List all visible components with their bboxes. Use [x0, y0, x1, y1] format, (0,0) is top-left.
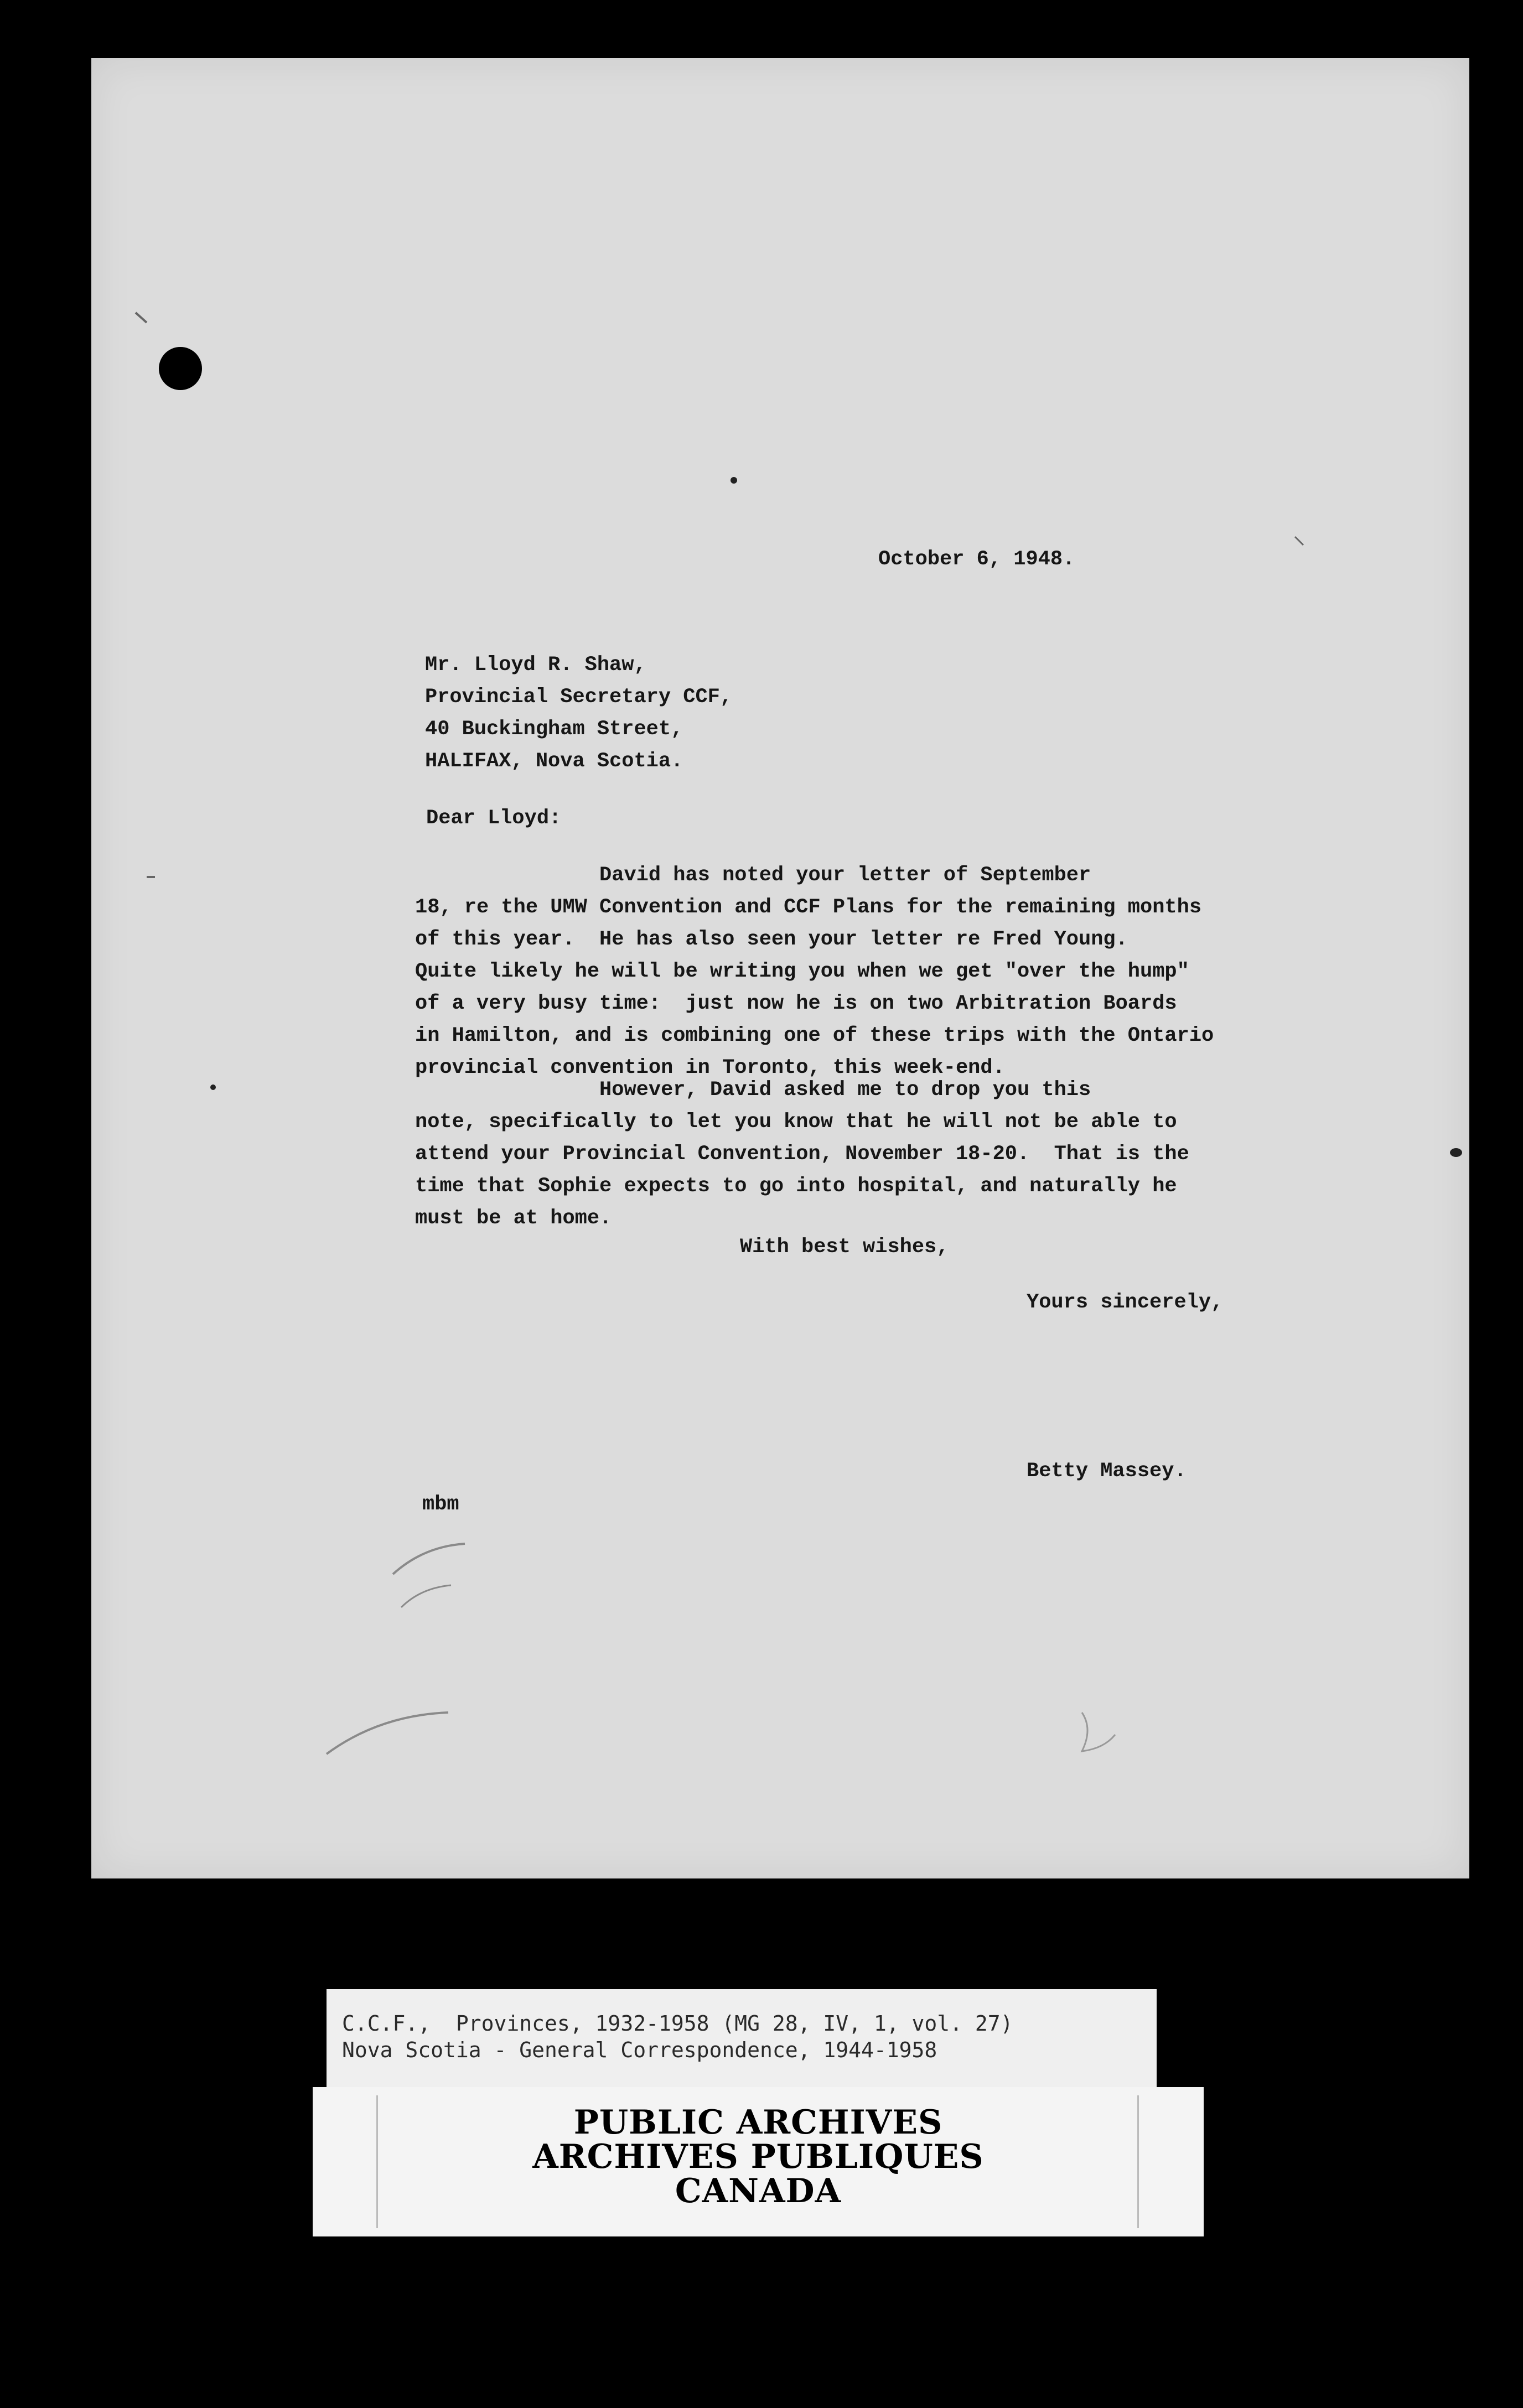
body-line: Quite likely he will be writing you when we get "over the hump"	[415, 960, 1189, 983]
address-line: 40 Buckingham Street,	[425, 718, 683, 741]
body-line: must be at home.	[415, 1207, 612, 1230]
signature-name: Betty Massey.	[1027, 1460, 1187, 1483]
body-paragraph-2	[415, 1074, 1189, 1234]
stamp-line-3: CANADA	[675, 2172, 842, 2210]
body-line: in Hamilton, and is combining one of these trips with the Ontario	[415, 1024, 1214, 1047]
body-line: provincial convention in Toronto, this week-end.	[415, 1056, 1005, 1080]
address-line: Mr. Lloyd R. Shaw,	[425, 653, 646, 677]
body-line: 18, re the UMW Convention and CCF Plans for the remaining months	[415, 896, 1202, 919]
body-line: note, specifically to let you know that he will not be able to	[415, 1110, 1177, 1134]
letter-date: October 6, 1948.	[878, 548, 1075, 571]
body-line: David has noted your letter of September	[415, 864, 1091, 887]
body-line: of a very busy time: just now he is on two Arbitration Boards	[415, 992, 1177, 1015]
slip-line-1: C.C.F., Provinces, 1932-1958 (MG 28, IV, 1, vol. 27)	[342, 2011, 1013, 2036]
stamp-line-2: ARCHIVES PUBLIQUES	[532, 2137, 984, 2176]
body-line: time that Sophie expects to go into hospital, and naturally he	[415, 1175, 1177, 1198]
stamp-line-1: PUBLIC ARCHIVES	[573, 2103, 943, 2142]
closing-wish: With best wishes,	[740, 1236, 949, 1259]
slip-line-2: Nova Scotia - General Correspondence, 1944-1958	[342, 2038, 937, 2062]
salutation: Dear Lloyd:	[426, 807, 562, 830]
closing: Yours sincerely,	[1027, 1291, 1224, 1314]
address-line: Provincial Secretary CCF,	[425, 686, 733, 709]
body-line: attend your Provincial Convention, November 18-20. That is the	[415, 1143, 1189, 1166]
recipient-address	[425, 649, 732, 777]
body-line: of this year. He has also seen your letter re Fred Young.	[415, 928, 1128, 951]
typist-initials: mbm	[422, 1493, 459, 1516]
body-paragraph-1	[415, 859, 1214, 1084]
body-line: However, David asked me to drop you this	[415, 1078, 1091, 1102]
address-line: HALIFAX, Nova Scotia.	[425, 750, 683, 773]
archive-reference-slip	[327, 1989, 1157, 2089]
archive-stamp	[313, 2087, 1204, 2236]
letter-page	[91, 58, 1469, 1878]
